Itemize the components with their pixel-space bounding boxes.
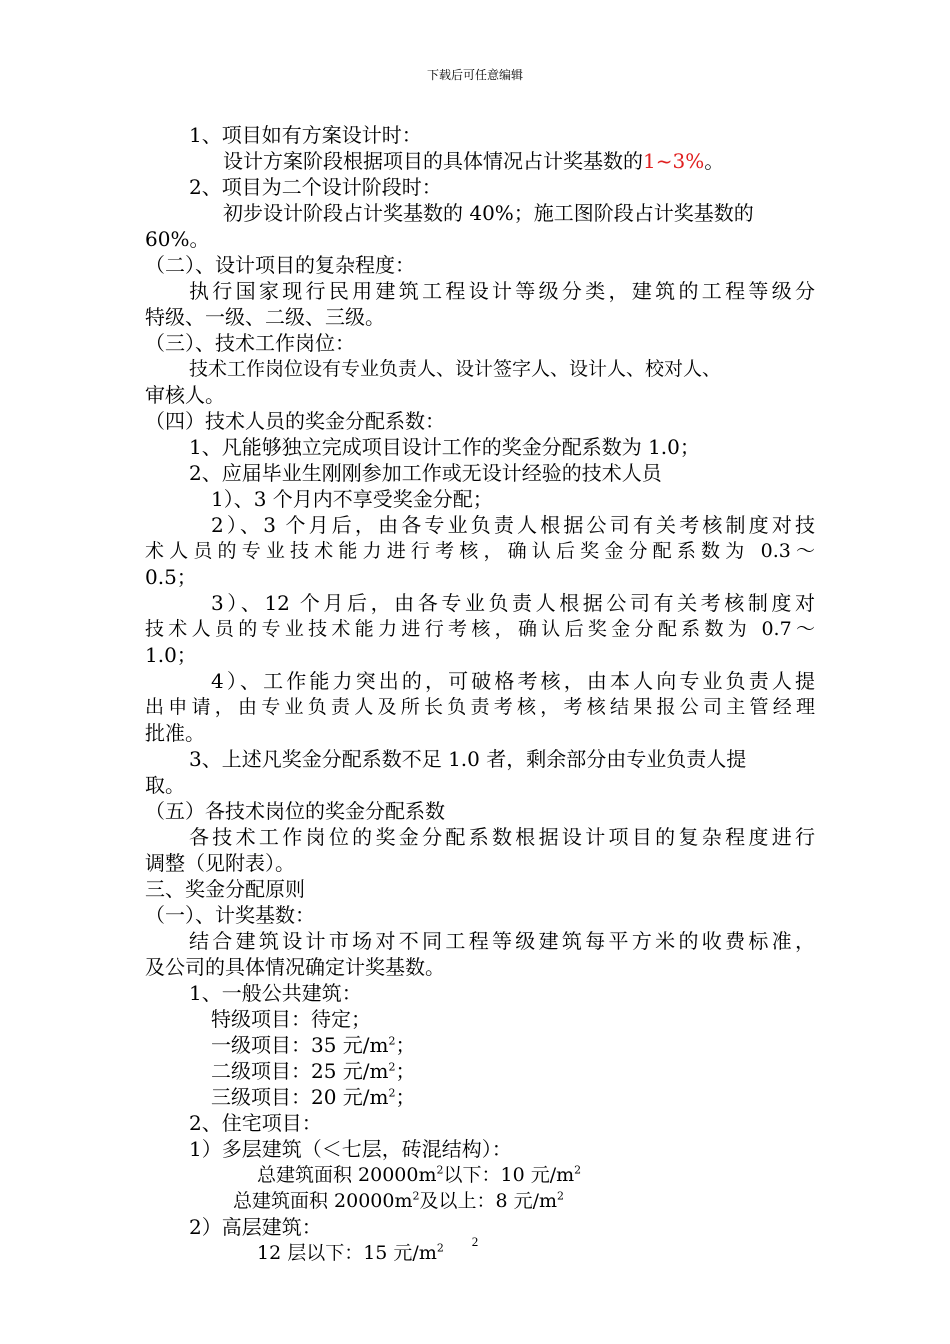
text-line: 特级项目：待定； — [211, 1007, 371, 1031]
text-line: 术人员的专业技术能力进行考核，确认后奖金分配系数为 0.3～ — [145, 540, 815, 562]
text-line: 各技术工作岗位的奖金分配系数根据设计项目的复杂程度进行 — [189, 825, 815, 849]
text-line: 2）、3 个月后，由各专业负责人根据公司有关考核制度对技 — [211, 513, 815, 537]
text-line: 技术人员的专业技术能力进行考核，确认后奖金分配系数为 0.7～ — [145, 618, 815, 640]
section-heading: （四）技术人员的奖金分配系数： — [145, 409, 445, 433]
text-line: 总建筑面积 $20000m^2$及以上：8 元$/m^2$ — [233, 1189, 565, 1212]
text-line: 4）、工作能力突出的，可破格考核，由本人向专业负责人提 — [211, 669, 815, 693]
text-line: 1）、3 个月内不享受奖金分配； — [211, 487, 493, 511]
page-number: 2 — [471, 1234, 479, 1249]
text-line: 批准。 — [145, 721, 205, 745]
text-line: 1、凡能够独立完成项目设计工作的奖金分配系数为 1.0； — [189, 435, 700, 459]
text-line: 1、项目如有方案设计时： — [189, 123, 422, 147]
text-line: 12 层以下：15 元$/m^2$ — [257, 1241, 444, 1264]
section-heading: （二）、设计项目的复杂程度： — [145, 253, 415, 277]
text-line: 出申请，由专业负责人及所长负责考核，考核结果报公司主管经理 — [145, 696, 815, 718]
section-heading: 三、奖金分配原则 — [145, 877, 305, 901]
text-line: 60%。 — [145, 227, 210, 251]
text-line: 特级、一级、二级、三级。 — [145, 305, 385, 329]
text-line: 设计方案阶段根据项目的具体情况占计奖基数的1~3%。 — [223, 149, 725, 173]
text-line: 结合建筑设计市场对不同工程等级建筑每平方米的收费标准， — [189, 929, 815, 953]
section-heading: （一）、计奖基数： — [145, 903, 315, 927]
text-line: 3）、12 个月后，由各专业负责人根据公司有关考核制度对 — [211, 591, 815, 615]
text-line: 技术工作岗位设有专业负责人、设计签字人、设计人、校对人、 — [189, 358, 722, 380]
text-line: 初步设计阶段占计奖基数的 40%；施工图阶段占计奖基数的 — [223, 201, 754, 225]
text-line: 3、上述凡奖金分配系数不足 1.0 者，剩余部分由专业负责人提 — [189, 747, 747, 771]
text-line: 2、住宅项目： — [189, 1111, 322, 1135]
text-line: 1）多层建筑（＜七层，砖混结构）： — [189, 1137, 512, 1161]
text-line: 总建筑面积 $20000m^2$以下：10 元$/m^2$ — [257, 1163, 582, 1186]
text-line: 调整（见附表）。 — [145, 851, 295, 875]
document-body — [145, 122, 815, 1266]
text-line: 审核人。 — [145, 383, 225, 407]
text-line: 及公司的具体情况确定计奖基数。 — [145, 955, 445, 979]
page-header: 下载后可任意编辑 — [426, 68, 523, 82]
text-line: 一级项目：35 元$/m^2$； — [211, 1033, 416, 1057]
text-line: 三级项目：20 元$/m^2$； — [211, 1085, 416, 1109]
text-line: 2、应届毕业生刚刚参加工作或无设计经验的技术人员 — [189, 461, 662, 485]
text-line: 1.0； — [145, 643, 197, 667]
text-line: 0.5； — [145, 565, 197, 589]
text-line: 2）高层建筑： — [189, 1215, 322, 1239]
text-line: 1、一般公共建筑： — [189, 981, 362, 1005]
text-line: 二级项目：25 元$/m^2$； — [211, 1059, 416, 1083]
section-heading: （三）、技术工作岗位： — [145, 331, 355, 355]
text-line: 执行国家现行民用建筑工程设计等级分类，建筑的工程等级分 — [189, 279, 815, 303]
highlighted-percentage: 1~3% — [643, 149, 705, 173]
text-line: 取。 — [145, 773, 185, 797]
section-heading: （五）各技术岗位的奖金分配系数 — [145, 799, 445, 823]
text-line: 2、项目为二个设计阶段时： — [189, 175, 442, 199]
